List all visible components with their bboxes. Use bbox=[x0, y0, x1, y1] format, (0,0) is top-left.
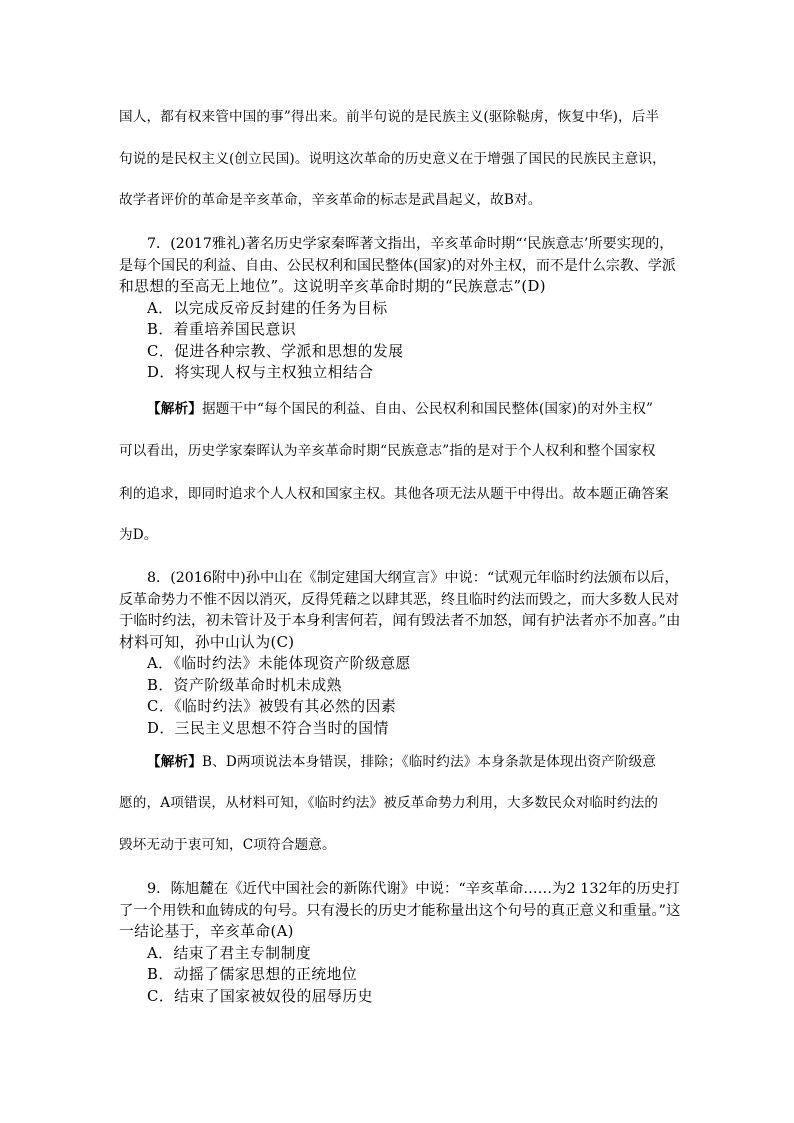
option-b: B．资产阶级革命时机未成熟 bbox=[147, 677, 342, 694]
option-a: A．以完成反帝反封建的任务为目标 bbox=[147, 300, 388, 317]
option-d: D．三民主义思想不符合当时的国情 bbox=[147, 720, 389, 737]
option-d: D．将实现人权与主权独立相结合 bbox=[147, 364, 374, 381]
option-b: B．动摇了儒家思想的正统地位 bbox=[147, 966, 358, 983]
option-c: C．结束了国家被奴役的屈辱历史 bbox=[147, 988, 373, 1005]
question-stem-line: 9．陈旭麓在《近代中国社会的新陈代谢》中说：“辛亥革命……为2 132年的历史打 bbox=[147, 881, 680, 897]
option-b: B．着重培养国民意识 bbox=[147, 321, 297, 338]
explanation-text: B、D两项说法本身错误，排除；《临时约法》本身条款是体现出资产阶级意 bbox=[201, 754, 657, 770]
option-a: A．《临时约法》未能体现资产阶级意愿 bbox=[147, 655, 411, 672]
question-stem-line: 8．(2016附中)孙中山在《制定建国大纲宣言》中说：“试观元年临时约法颁布以后， bbox=[147, 570, 679, 586]
question-stem-line: 反革命势力不惟不因以消灭，反得凭藉之以肆其恶，终且临时约法而毁之，而大多数人民对 bbox=[119, 592, 679, 608]
explanation-line: 愿的，A项错误，从材料可知，《临时约法》被反革命势力利用，大多数民众对临时约法的 bbox=[119, 795, 659, 811]
explanation-line: 可以看出，历史学家秦晖认为辛亥革命时期“民族意志”指的是对于个人权利和整个国家权 bbox=[119, 443, 656, 459]
explanation-line: 毁坏无动于衷可知，C项符合题意。 bbox=[119, 837, 336, 853]
question-stem-line: 一结论基于，辛亥革命(A) bbox=[119, 923, 294, 940]
option-c: C．促进各种宗教、学派和思想的发展 bbox=[147, 343, 404, 360]
explanation-line: 为D。 bbox=[119, 527, 158, 543]
question-stem-line: 了一个用铁和血铸成的句号。只有漫长的历史才能称量出这个句号的真正意义和重量。”这 bbox=[119, 903, 681, 919]
explanation-tag: 【解析】 bbox=[147, 754, 202, 770]
explanation-line: 国人，都有权来管中国的事”得出来。前半句说的是民族主义(驱除鞑虏，恢复中华)，后半 bbox=[119, 109, 660, 125]
question-stem-line: 和思想的至高无上地位”。这说明辛亥革命时期的“民族意志”(D) bbox=[119, 278, 546, 295]
question-stem-line: 于临时约法，初未管计及于本身利害何若，闻有毁法者不加怒，闻有护法者亦不加喜。”由 bbox=[119, 613, 681, 629]
question-stem-line: 7．(2017雅礼)著名历史学家秦晖著文指出，辛亥革命时期“‘民族意志’所要实现的， bbox=[147, 236, 674, 252]
question-stem-line: 是每个国民的利益、自由、公民权利和国民整体(国家)的对外主权，而不是什么宗教、学派 bbox=[119, 258, 676, 274]
explanation-tag: 【解析】 bbox=[147, 401, 202, 417]
option-a: A．结束了君主专制制度 bbox=[147, 945, 312, 962]
explanation-text: 据题干中“每个国民的利益、自由、公民权利和国民整体(国家)的对外主权” bbox=[201, 401, 654, 417]
option-c: C．《临时约法》被毁有其必然的因素 bbox=[147, 698, 397, 715]
explanation-line bbox=[147, 399, 653, 419]
question-stem-line: 材料可知，孙中山认为(C) bbox=[119, 634, 295, 651]
explanation-line: 句说的是民权主义(创立民国)。说明这次革命的历史意义在于增强了国民的民族民主意识， bbox=[119, 151, 666, 167]
explanation-line: 故学者评价的革命是辛亥革命，辛亥革命的标志是武昌起义，故B对。 bbox=[119, 192, 542, 208]
explanation-line bbox=[147, 752, 656, 772]
explanation-line: 利的追求，即同时追求个人人权和国家主权。其他各项无法从题干中得出。故本题正确答案 bbox=[119, 486, 669, 502]
